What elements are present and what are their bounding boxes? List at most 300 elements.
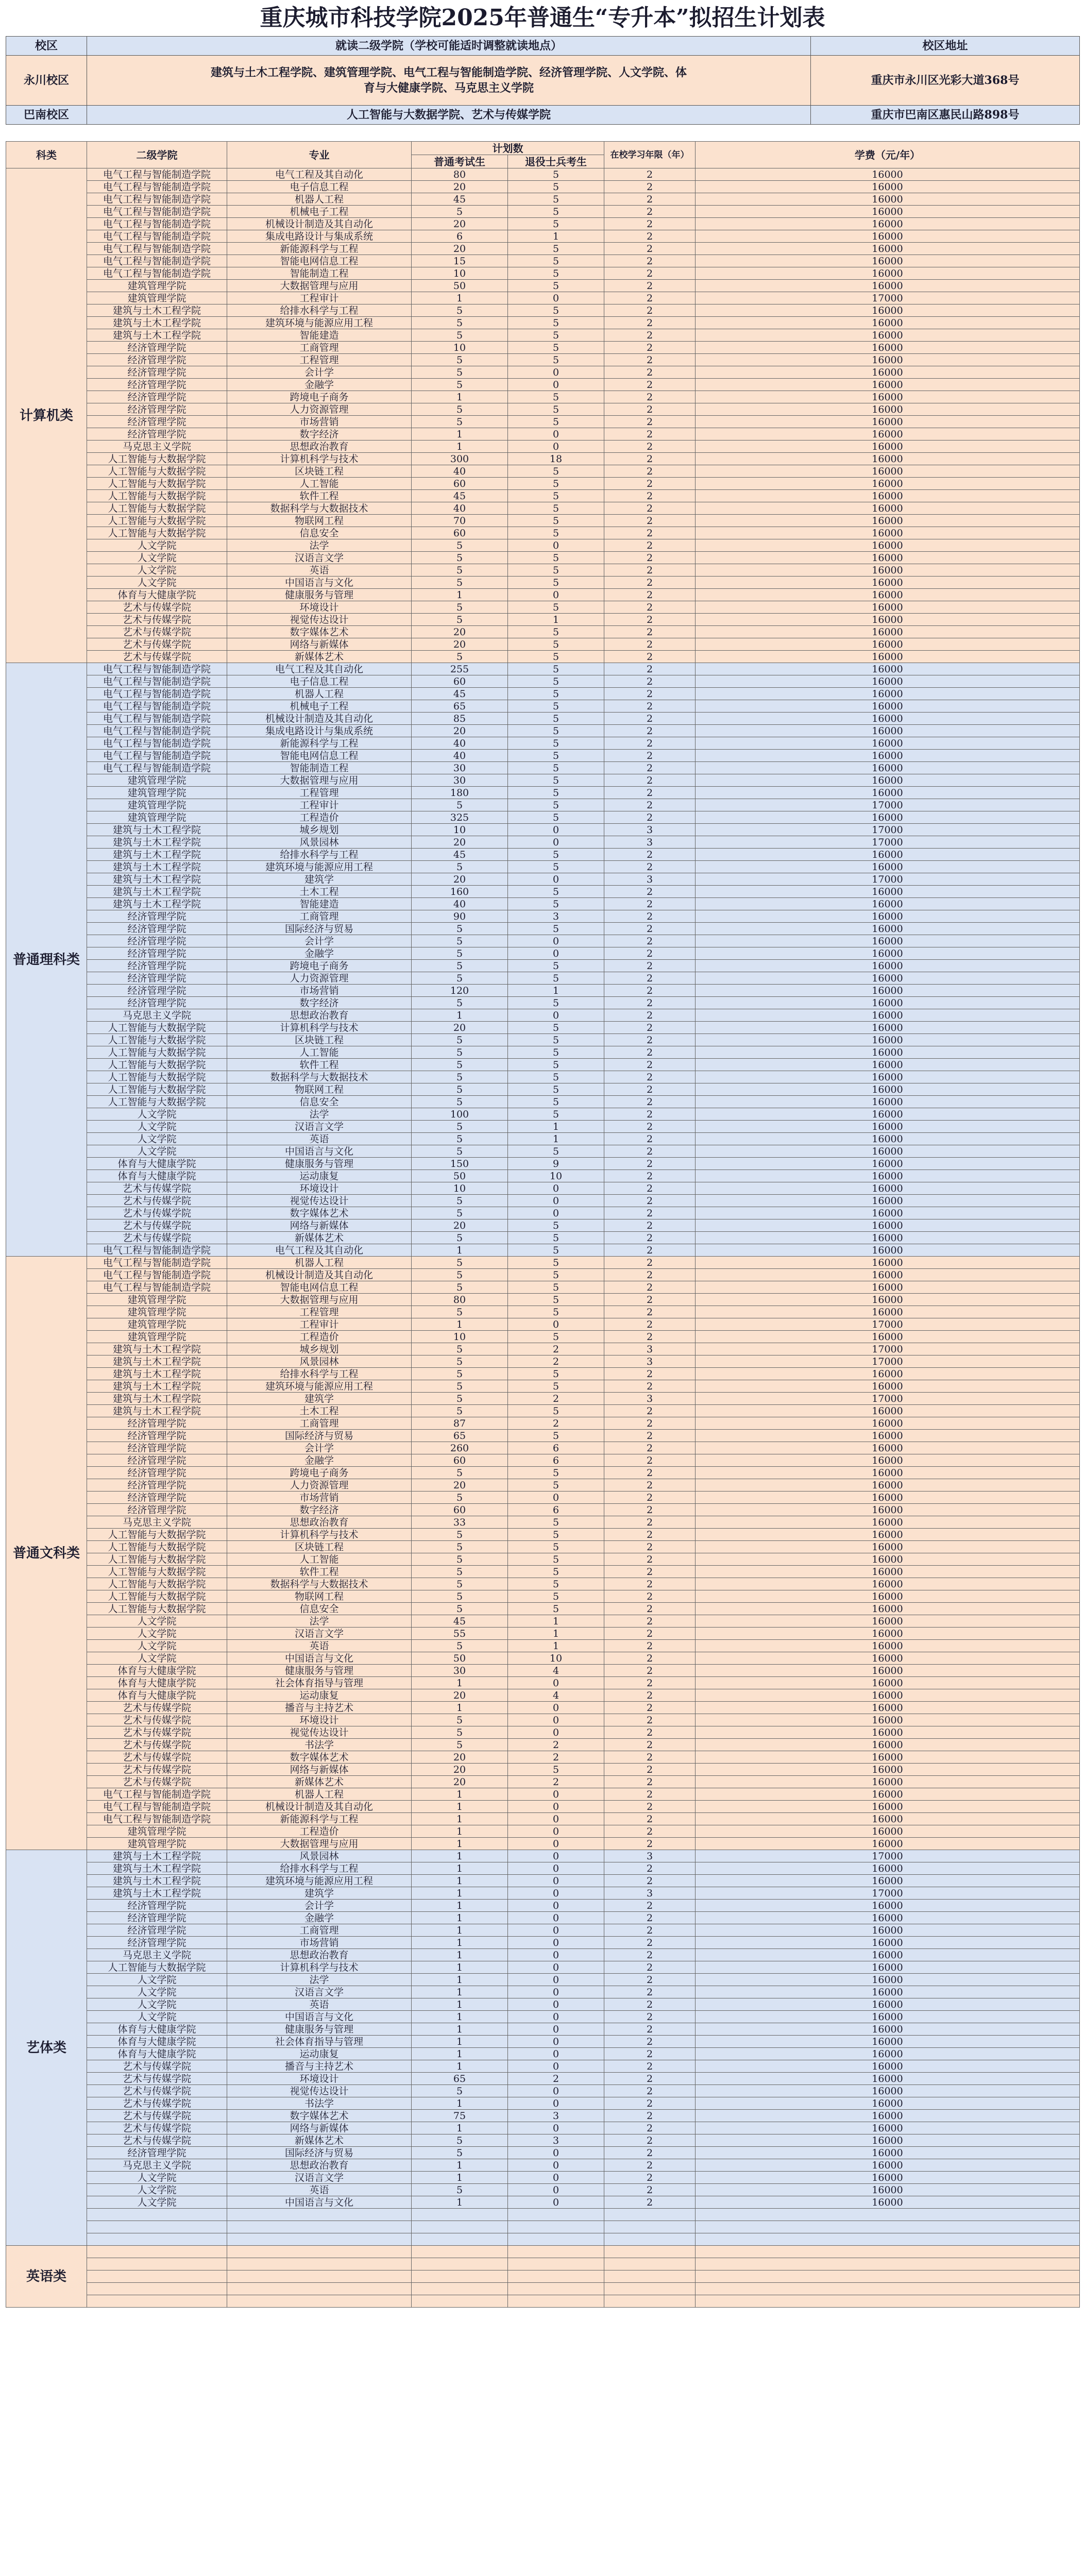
college-cell: 建筑与土木工程学院 [87,824,227,836]
ordinary-count-cell: 5 [412,1083,508,1096]
tuition-cell: 16000 [696,1912,1080,1924]
major-cell [227,2270,412,2283]
ordinary-count-cell: 20 [412,725,508,737]
college-cell: 经济管理学院 [87,416,227,428]
tuition-cell: 16000 [696,589,1080,601]
table-body [6,168,1080,2308]
table-row [6,861,1080,873]
veteran-count-cell: 5 [508,1603,604,1615]
ordinary-count-cell: 5 [412,1393,508,1405]
years-cell: 2 [604,1071,696,1083]
ordinary-count-cell: 5 [412,1714,508,1726]
college-cell: 建筑与土木工程学院 [87,304,227,317]
years-cell: 2 [604,1702,696,1714]
veteran-count-cell: 0 [508,2184,604,2196]
ordinary-count-cell: 40 [412,465,508,478]
table-row [6,737,1080,750]
tuition-cell: 16000 [696,1467,1080,1479]
tuition-cell: 17000 [696,1393,1080,1405]
years-cell: 2 [604,206,696,218]
table-row [6,836,1080,849]
years-cell: 2 [604,2159,696,2172]
tuition-cell: 16000 [696,2196,1080,2209]
ordinary-count-cell: 160 [412,886,508,898]
yongchuan-campus: 永川校区 [6,56,87,106]
tuition-cell: 16000 [696,762,1080,774]
table-row [6,2097,1080,2110]
table-row [6,1553,1080,1566]
years-cell: 2 [604,1430,696,1442]
years-cell: 2 [604,304,696,317]
veteran-count-cell: 5 [508,552,604,564]
ordinary-count-cell [412,2209,508,2221]
years-cell: 2 [604,2184,696,2196]
college-cell: 艺术与传媒学院 [87,1714,227,1726]
veteran-count-cell: 5 [508,737,604,750]
table-row [6,2011,1080,2023]
major-cell: 会计学 [227,1900,412,1912]
years-cell: 2 [604,243,696,255]
veteran-count-cell: 5 [508,168,604,181]
veteran-count-cell: 0 [508,1492,604,1504]
college-cell: 艺术与传媒学院 [87,651,227,663]
tuition-cell: 16000 [696,465,1080,478]
tuition-cell: 17000 [696,836,1080,849]
years-cell: 2 [604,1281,696,1294]
years-cell: 2 [604,675,696,688]
veteran-count-cell: 0 [508,1949,604,1961]
table-row [6,1022,1080,1034]
college-cell: 建筑管理学院 [87,774,227,787]
plan-header: 计划数 [412,142,604,155]
table-row [6,1244,1080,1257]
major-cell: 健康服务与管理 [227,2023,412,2036]
veteran-count-cell: 5 [508,750,604,762]
major-cell: 书法学 [227,2097,412,2110]
ordinary-count-cell: 45 [412,1615,508,1628]
ordinary-count-cell: 5 [412,799,508,811]
major-cell: 风景园林 [227,1850,412,1862]
table-row [6,688,1080,700]
major-cell: 网络与新媒体 [227,638,412,651]
college-cell: 艺术与传媒学院 [87,614,227,626]
years-cell: 2 [604,1875,696,1887]
years-cell: 2 [604,1331,696,1343]
ordinary-count-cell: 45 [412,849,508,861]
ordinary-count-cell: 260 [412,1442,508,1454]
campus-header: 校区 [6,37,87,56]
tuition-cell: 16000 [696,1541,1080,1553]
college-cell: 建筑管理学院 [87,280,227,292]
major-cell: 数字经济 [227,1504,412,1516]
ordinary-count-cell: 55 [412,1628,508,1640]
ordinary-count-cell: 5 [412,1467,508,1479]
major-cell: 建筑学 [227,873,412,886]
table-row [6,1108,1080,1121]
tuition-cell: 16000 [696,638,1080,651]
years-cell: 2 [604,230,696,243]
category-cell: 普通文科类 [6,1257,87,1850]
veteran-count-cell: 5 [508,354,604,366]
table-row [6,342,1080,354]
table-row [6,267,1080,280]
college-cell [87,2258,227,2270]
veteran-count-cell: 5 [508,218,604,230]
major-cell: 播音与主持艺术 [227,2060,412,2073]
yongchuan-colleges: 建筑与土木工程学院、建筑管理学院、电气工程与智能制造学院、经济管理学院、人文学院、体育与大健康学院、马克思主义学院 [87,56,811,106]
table-row [6,168,1080,181]
years-cell: 2 [604,478,696,490]
major-cell: 机械设计制造及其自动化 [227,1269,412,1281]
tuition-cell: 16000 [696,663,1080,675]
college-cell: 体育与大健康学院 [87,2023,227,2036]
years-cell: 2 [604,1862,696,1875]
college-cell: 人工智能与大数据学院 [87,1034,227,1046]
ordinary-count-cell: 60 [412,527,508,539]
college-cell: 人工智能与大数据学院 [87,490,227,502]
tuition-cell: 16000 [696,1034,1080,1046]
tuition-cell: 16000 [696,1232,1080,1244]
years-cell: 2 [604,366,696,379]
ordinary-count-cell: 5 [412,1739,508,1751]
years-cell [604,2258,696,2270]
ordinary-count-cell: 1 [412,2097,508,2110]
table-row [6,206,1080,218]
ordinary-count-cell: 10 [412,342,508,354]
tuition-cell: 16000 [696,737,1080,750]
college-cell [87,2270,227,2283]
tuition-cell: 16000 [696,2048,1080,2060]
veteran-count-cell: 0 [508,1825,604,1838]
years-cell: 2 [604,416,696,428]
tuition-cell: 16000 [696,1170,1080,1182]
years-cell: 2 [604,1566,696,1578]
college-cell: 艺术与传媒学院 [87,1232,227,1244]
college-cell: 人工智能与大数据学院 [87,1022,227,1034]
major-cell: 区块链工程 [227,465,412,478]
table-row [6,1207,1080,1219]
ordinary-count-cell: 1 [412,1949,508,1961]
table-row [6,1442,1080,1454]
veteran-count-cell: 5 [508,465,604,478]
years-cell: 3 [604,836,696,849]
ordinary-count-cell: 20 [412,626,508,638]
table-row [6,1590,1080,1603]
major-cell: 思想政治教育 [227,2159,412,2172]
major-cell: 法学 [227,1974,412,1986]
tuition-cell: 16000 [696,416,1080,428]
college-cell: 电气工程与智能制造学院 [87,700,227,713]
tuition-cell: 16000 [696,910,1080,923]
major-cell: 机械设计制造及其自动化 [227,1801,412,1813]
years-cell: 2 [604,181,696,193]
ordinary-count-cell: 150 [412,1158,508,1170]
college-cell: 马克思主义学院 [87,2159,227,2172]
veteran-count-cell: 2 [508,1739,604,1751]
years-cell: 2 [604,1912,696,1924]
tuition-cell: 16000 [696,1615,1080,1628]
college-cell: 人文学院 [87,2011,227,2023]
table-row [6,700,1080,713]
tuition-cell: 16000 [696,1368,1080,1380]
veteran-count-cell: 0 [508,1924,604,1937]
ordinary-count-cell: 1 [412,391,508,403]
college-cell [87,2295,227,2308]
ordinary-count-cell: 50 [412,280,508,292]
ordinary-count-cell: 1 [412,2036,508,2048]
tuition-cell: 16000 [696,527,1080,539]
table-row [6,1541,1080,1553]
college-cell: 人文学院 [87,1986,227,1998]
ordinary-count-cell: 40 [412,898,508,910]
ordinary-count-cell: 5 [412,1306,508,1318]
veteran-count-cell: 18 [508,453,604,465]
years-cell: 2 [604,849,696,861]
major-cell: 环境设计 [227,1182,412,1195]
table-row [6,218,1080,230]
major-cell: 计算机科学与技术 [227,1961,412,1974]
major-cell: 数字经济 [227,428,412,440]
tuition-cell: 16000 [696,1294,1080,1306]
years-cell: 2 [604,663,696,675]
major-cell: 运动康复 [227,1170,412,1182]
ordinary-count-cell: 30 [412,774,508,787]
table-row [6,2295,1080,2308]
ordinary-count-cell: 5 [412,1541,508,1553]
major-cell: 区块链工程 [227,1541,412,1553]
years-cell: 2 [604,1813,696,1825]
college-cell: 人文学院 [87,1998,227,2011]
major-cell: 工商管理 [227,910,412,923]
major-cell: 物联网工程 [227,1083,412,1096]
college-cell: 人文学院 [87,2196,227,2209]
major-cell: 给排水科学与工程 [227,304,412,317]
table-row [6,2060,1080,2073]
ordinary-count-cell: 45 [412,490,508,502]
years-cell: 2 [604,1059,696,1071]
table-row [6,1628,1080,1640]
ordinary-count-cell: 5 [412,1207,508,1219]
tuition-cell: 16000 [696,2134,1080,2147]
major-cell: 健康服务与管理 [227,589,412,601]
table-row [6,1343,1080,1355]
tuition-cell: 16000 [696,230,1080,243]
page-title: 重庆城市科技学院2025年普通生“专升本”拟招生计划表 [260,5,825,31]
major-cell: 运动康复 [227,2048,412,2060]
tuition-cell: 16000 [696,1640,1080,1652]
banan-campus: 巴南校区 [6,106,87,125]
veteran-count-cell: 5 [508,972,604,985]
category-cell: 英语类 [6,2246,87,2308]
years-cell: 3 [604,873,696,886]
college-cell: 经济管理学院 [87,960,227,972]
tuition-cell: 16000 [696,304,1080,317]
table-row [6,428,1080,440]
years-cell: 2 [604,774,696,787]
ordinary-count-cell: 5 [412,614,508,626]
veteran-count-cell [508,2270,604,2283]
major-cell: 健康服务与管理 [227,1665,412,1677]
veteran-count-cell: 1 [508,985,604,997]
major-cell: 网络与新媒体 [227,1219,412,1232]
ordinary-count-cell: 5 [412,935,508,947]
years-cell: 2 [604,737,696,750]
years-cell: 2 [604,1269,696,1281]
table-row [6,2073,1080,2085]
college-cell: 建筑管理学院 [87,799,227,811]
major-cell: 健康服务与管理 [227,1158,412,1170]
table-header-row [6,142,1080,155]
table-row [6,1368,1080,1380]
college-cell [87,2221,227,2233]
veteran-count-cell: 5 [508,1553,604,1566]
veteran-count-cell: 5 [508,416,604,428]
table-row [6,1182,1080,1195]
tuition-cell: 16000 [696,960,1080,972]
college-cell: 建筑与土木工程学院 [87,849,227,861]
table-row [6,1281,1080,1294]
table-row [6,539,1080,552]
tuition-cell: 16000 [696,1949,1080,1961]
years-cell: 2 [604,960,696,972]
tuition-cell: 16000 [696,539,1080,552]
table-row [6,651,1080,663]
ordinary-count-cell: 5 [412,1640,508,1652]
major-cell: 金融学 [227,379,412,391]
table-row [6,923,1080,935]
college-cell: 经济管理学院 [87,428,227,440]
years-cell: 2 [604,1665,696,1677]
years-cell: 2 [604,935,696,947]
tuition-header: 学费（元/年） [696,142,1080,168]
veteran-count-cell: 5 [508,317,604,329]
major-cell: 工商管理 [227,1924,412,1937]
veteran-count-cell: 0 [508,2011,604,2023]
ordinary-count-cell: 5 [412,651,508,663]
veteran-count-cell: 0 [508,1838,604,1850]
veteran-count-cell: 1 [508,230,604,243]
table-row [6,1825,1080,1838]
table-row [6,1145,1080,1158]
table-row [6,1121,1080,1133]
ordinary-count-cell: 1 [412,1677,508,1689]
major-cell: 市场营销 [227,985,412,997]
college-cell: 建筑与土木工程学院 [87,1405,227,1417]
tuition-cell: 16000 [696,774,1080,787]
table-row [6,1937,1080,1949]
major-cell: 数字经济 [227,997,412,1009]
college-cell: 人工智能与大数据学院 [87,502,227,515]
college-cell: 建筑与土木工程学院 [87,1887,227,1900]
table-row [6,416,1080,428]
major-cell: 新媒体艺术 [227,2134,412,2147]
veteran-count-cell: 3 [508,2134,604,2147]
years-cell: 2 [604,2097,696,2110]
college-cell: 人文学院 [87,2172,227,2184]
major-cell: 城乡规划 [227,1343,412,1355]
veteran-count-cell: 5 [508,391,604,403]
table-row [6,1862,1080,1875]
table-row [6,193,1080,206]
tuition-cell: 17000 [696,799,1080,811]
tuition-cell: 16000 [696,329,1080,342]
table-row [6,2270,1080,2283]
ordinary-count-cell: 33 [412,1516,508,1529]
veteran-count-cell: 0 [508,1900,604,1912]
college-cell: 人文学院 [87,1974,227,1986]
veteran-count-cell: 5 [508,1145,604,1158]
tuition-cell: 16000 [696,490,1080,502]
tuition-cell: 16000 [696,1454,1080,1467]
ordinary-count-cell: 5 [412,577,508,589]
college-cell: 马克思主义学院 [87,1949,227,1961]
veteran-count-cell: 0 [508,1207,604,1219]
years-cell: 2 [604,1034,696,1046]
tuition-cell: 16000 [696,861,1080,873]
table-row [6,626,1080,638]
major-cell: 网络与新媒体 [227,1764,412,1776]
veteran-count-cell: 1 [508,1133,604,1145]
college-cell: 电气工程与智能制造学院 [87,267,227,280]
veteran-count-cell: 3 [508,2110,604,2122]
veteran-count-cell: 0 [508,2060,604,2073]
tuition-cell: 16000 [696,2036,1080,2048]
tuition-cell: 16000 [696,1590,1080,1603]
ordinary-count-cell: 5 [412,1257,508,1269]
major-cell: 社会体育指导与管理 [227,2036,412,2048]
years-cell: 2 [604,1195,696,1207]
major-cell: 工程审计 [227,292,412,304]
college-cell: 艺术与传媒学院 [87,2060,227,2073]
table-row [6,2233,1080,2246]
college-cell: 艺术与传媒学院 [87,2097,227,2110]
tuition-cell: 17000 [696,824,1080,836]
years-cell: 2 [604,589,696,601]
table-row [6,1331,1080,1343]
veteran-count-cell: 0 [508,1714,604,1726]
veteran-count-cell: 2 [508,1355,604,1368]
ordinary-count-cell: 5 [412,1133,508,1145]
tuition-cell: 16000 [696,787,1080,799]
major-cell: 机器人工程 [227,1788,412,1801]
yongchuan-address: 重庆市永川区光彩大道368号 [811,56,1080,106]
category-cell: 普通理科类 [6,663,87,1257]
tuition-cell: 16000 [696,577,1080,589]
table-row [6,1355,1080,1368]
ordinary-count-cell: 1 [412,1924,508,1937]
major-cell: 给排水科学与工程 [227,849,412,861]
ordinary-count-cell: 5 [412,2147,508,2159]
ordinary-count-cell: 1 [412,2159,508,2172]
years-cell: 2 [604,861,696,873]
veteran-count-cell [508,2209,604,2221]
table-row [6,1529,1080,1541]
veteran-count-cell [508,2295,604,2308]
ordinary-count-cell: 1 [412,2023,508,2036]
table-row [6,1974,1080,1986]
major-cell: 风景园林 [227,1355,412,1368]
table-row [6,1764,1080,1776]
tuition-cell: 16000 [696,1182,1080,1195]
years-cell: 2 [604,280,696,292]
major-cell: 思想政治教育 [227,1009,412,1022]
college-cell: 艺术与传媒学院 [87,1776,227,1788]
years-cell: 2 [604,354,696,366]
tuition-cell [696,2258,1080,2270]
veteran-count-cell: 5 [508,181,604,193]
major-cell: 新媒体艺术 [227,1776,412,1788]
ordinary-count-cell: 5 [412,2184,508,2196]
